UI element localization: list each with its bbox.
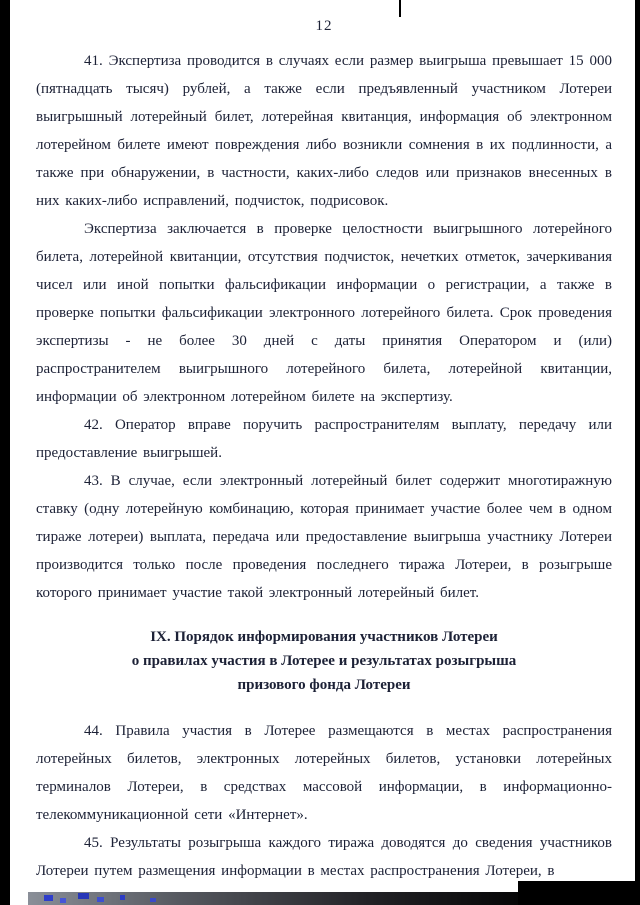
scan-edge-right xyxy=(635,0,640,905)
scan-edge-left xyxy=(0,0,10,905)
paragraph-44: 44. Правила участия в Лотерее размещаются в местах распространения лотерейных билетов, электронных лотерейных билетов, установки лотерейных терминалов Лотереи, в средствах массовой информации, в информационно-телекоммуникационной сети «Интернет». xyxy=(36,723,612,823)
scan-noise-blue-2 xyxy=(60,898,66,903)
section-heading-ix xyxy=(36,625,612,697)
scan-noise-blue-5 xyxy=(120,895,125,900)
section-heading-line-1: IX. Порядок информирования участников Лотереи xyxy=(150,629,498,645)
paragraph-45: 45. Результаты розыгрыша каждого тиража доводятся до сведения участников Лотереи путем размещения информации в местах распространения Лотереи, в xyxy=(36,835,612,879)
page-number: 12 xyxy=(315,18,333,34)
paragraph-42: 42. Оператор вправе поручить распространителям выплату, передачу или предоставление выигрышей. xyxy=(36,417,612,461)
section-heading-line-3: призового фонда Лотереи xyxy=(237,677,411,693)
paragraph-41-expertise-details: Экспертиза заключается в проверке целостности выигрышного лотерейного билета, лотерейной квитанции, отсутствия подчисток, нечетких отметок, зачеркивания чисел или иной попытки фальсификации информации о регистрации, а также в проверке попытки фальсификации электронного лотерейного билета. Срок проведения экспертизы - не более 30 дней с даты принятия Оператором и (или) распространителем выигрышного лотерейного билета, лотерейной квитанции, информации об электронном лотерейном билете на экспертизу. xyxy=(36,221,612,405)
scan-noise-blue-1 xyxy=(44,895,53,901)
scan-noise-blue-6 xyxy=(150,898,156,902)
paragraph-43: 43. В случае, если электронный лотерейный билет содержит многотиражную ставку (одну лотерейную комбинацию, которая принимает участие более чем в одном тираже лотереи) выплата, передача или предоставление выигрыша участнику Лотереи производится только после проведения последнего тиража Лотереи, в розыгрыше которого принимает участие такой электронный лотерейный билет. xyxy=(36,473,612,601)
section-heading-line-2: о правилах участия в Лотерее и результатах розыгрыша xyxy=(131,653,517,669)
paragraph-41: 41. Экспертиза проводится в случаях если размер выигрыша превышает 15 000 (пятнадцать тысяч) рублей, а также если предъявленный участником Лотереи выигрышный лотерейный билет, лотерейная квитанция, информация об электронном лотерейном билете имеют повреждения либо возникли сомнения в их подлинности, а также при обнаружении, в частности, каких-либо следов или признаков внесенных в них каких-либо исправлений, подчисток, подрисовок. xyxy=(36,53,612,209)
scan-fold-line-top xyxy=(399,0,401,17)
scan-noise-blue-4 xyxy=(97,897,104,902)
scan-noise-blue-3 xyxy=(78,893,89,899)
document-page xyxy=(36,18,612,885)
